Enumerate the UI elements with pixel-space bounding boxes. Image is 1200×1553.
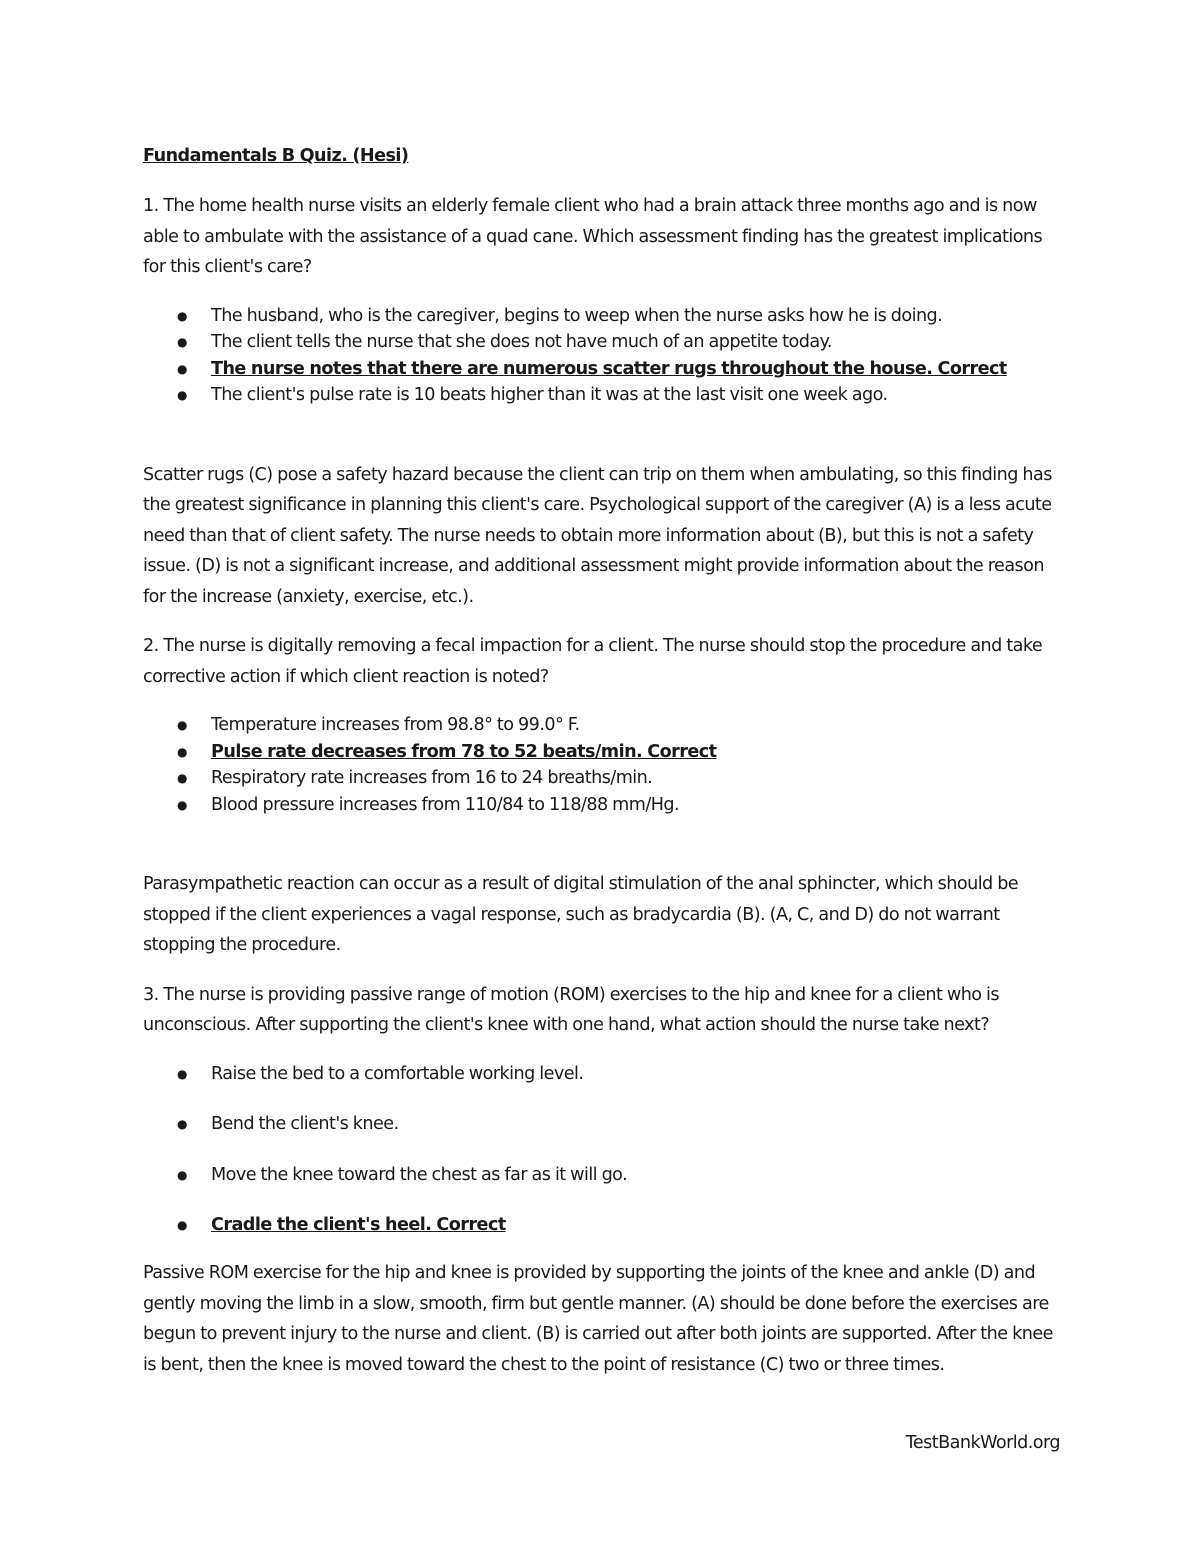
bullet-icon: ●	[177, 1117, 187, 1131]
list-item	[143, 1061, 1063, 1087]
question-3-text: 3. The nurse is providing passive range of motion (ROM) exercises to the hip and knee for a client who is unconscious. After supporting the client's knee with one hand, what action should the nurse take next?	[143, 984, 1000, 1035]
footer-source: TestBankWorld.org	[905, 1433, 1060, 1453]
question-2-text: 2. The nurse is digitally removing a fecal impaction for a client. The nurse should stop the procedure and take corrective action if which client reaction is noted?	[143, 636, 1043, 687]
correct-option-text: Pulse rate decreases from 78 to 52 beats/min. Correct	[211, 741, 717, 762]
bullet-icon: ●	[177, 771, 187, 785]
bullet-icon: ●	[177, 1167, 187, 1182]
list-item	[143, 1111, 1063, 1137]
bullet-icon: ●	[177, 1066, 187, 1081]
list-item	[143, 712, 1063, 739]
list-item	[143, 1212, 1063, 1238]
list-item	[143, 382, 1063, 409]
option-text: Respiratory rate increases from 16 to 24 breaths/min.	[211, 768, 653, 788]
option-text: The client tells the nurse that she does not have much of an appetite today.	[211, 332, 832, 352]
list-item	[143, 303, 1063, 330]
option-text: Blood pressure increases from 110/84 to 118/88 mm/Hg.	[211, 794, 680, 815]
question-3-options	[143, 1061, 1063, 1239]
option-text: Temperature increases from 98.8° to 99.0° F.	[211, 715, 580, 735]
option-text: Bend the client's knee.	[211, 1114, 399, 1134]
list-item	[143, 739, 1063, 766]
list-item	[143, 329, 1063, 356]
bullet-icon: ●	[177, 718, 187, 732]
bullet-icon: ●	[177, 388, 187, 402]
option-text: Move the knee toward the chest as far as it will go.	[211, 1164, 628, 1185]
list-item	[143, 792, 1063, 819]
question-1-explanation: Scatter rugs (C) pose a safety hazard because the client can trip on them when ambulating, so this finding has the greatest significance in planning this client's care. Psychological support of the caregiver (A) is a less acute need than that of client safety. The nurse needs to obtain more information about (B), but this is not a safety issue. (D) is not a significant increase, and additional assessment might provide information about the reason for the increase (anxiety, exercise, etc.).	[143, 464, 1052, 607]
question-2-explanation: Parasympathetic reaction can occur as a result of digital stimulation of the anal sphincter, which should be stopped if the client experiences a vagal response, such as bradycardia (B). (A, C, and D) do not warrant stopping the procedure.	[143, 874, 1019, 955]
bullet-icon: ●	[177, 335, 187, 349]
option-text: The client's pulse rate is 10 beats higher than it was at the last visit one week ago.	[211, 385, 888, 405]
page-title: Fundamentals B Quiz. (Hesi)	[143, 146, 409, 166]
option-text: The husband, who is the caregiver, begins to weep when the nurse asks how he is doing.	[211, 305, 943, 326]
list-item	[143, 765, 1063, 792]
list-item	[143, 1162, 1063, 1188]
question-3-explanation: Passive ROM exercise for the hip and knee is provided by supporting the joints of the knee and ankle (D) and gently moving the limb in a slow, smooth, firm but gentle manner. (A) should be done before the exercises are begun to prevent injury to the nurse and client. (B) is carried out after both joints are supported. After the knee is bent, then the knee is moved toward the chest to the point of resistance (C) two or three times.	[143, 1263, 1053, 1375]
option-text: Raise the bed to a comfortable working level.	[211, 1063, 584, 1084]
question-1-text: 1. The home health nurse visits an elderly female client who had a brain attack three months ago and is now able to ambulate with the assistance of a quad cane. Which assessment finding has the greatest implications for this client's care?	[143, 196, 1043, 277]
bullet-icon: ●	[177, 1218, 187, 1232]
question-2-options	[143, 712, 1063, 818]
question-1-options	[143, 303, 1063, 409]
bullet-icon: ●	[177, 744, 187, 759]
bullet-icon: ●	[177, 797, 187, 812]
document-body	[143, 141, 1063, 1380]
bullet-icon: ●	[177, 308, 187, 323]
correct-option-text: The nurse notes that there are numerous scatter rugs throughout the house. Correct	[211, 358, 1007, 379]
correct-option-text: Cradle the client's heel. Correct	[211, 1215, 506, 1235]
list-item	[143, 356, 1063, 383]
bullet-icon: ●	[177, 361, 187, 376]
